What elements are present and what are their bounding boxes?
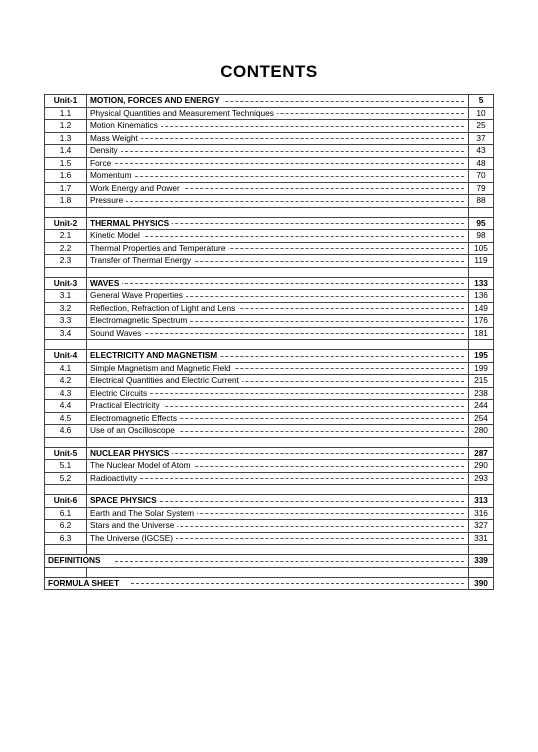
topic-row (45, 132, 494, 145)
topic-row (45, 255, 494, 268)
topic-row (45, 327, 494, 340)
topic-title-text: Use of an Oscilloscope (90, 425, 178, 435)
topic-title (87, 242, 469, 255)
unit-label: Unit-1 (45, 95, 87, 108)
extra-title-text: DEFINITIONS (48, 555, 104, 565)
extra-page: 339 (469, 555, 494, 568)
topic-number: 5.2 (45, 472, 87, 485)
topic-page: 254 (469, 412, 494, 425)
topic-title (87, 302, 469, 315)
extra-title-text: FORMULA SHEET (48, 578, 122, 588)
topic-number: 3.3 (45, 315, 87, 328)
topic-title (87, 132, 469, 145)
topic-title-text: Electric Circuits (90, 388, 150, 398)
topic-title (87, 120, 469, 133)
topic-page: 199 (469, 362, 494, 375)
spacer-cell (45, 485, 87, 495)
topic-page: 215 (469, 375, 494, 388)
topic-title (87, 400, 469, 413)
topic-title (87, 362, 469, 375)
topic-title (87, 375, 469, 388)
unit-row (45, 217, 494, 230)
topic-row (45, 532, 494, 545)
topic-title-text: Pressure (90, 195, 126, 205)
unit-label: Unit-3 (45, 277, 87, 290)
topic-row (45, 387, 494, 400)
unit-page: 133 (469, 277, 494, 290)
topic-title-text: Physical Quantities and Measurement Techniques (90, 108, 277, 118)
topic-row (45, 472, 494, 485)
topic-number: 1.7 (45, 182, 87, 195)
topic-page: 244 (469, 400, 494, 413)
topic-row (45, 362, 494, 375)
topic-number: 3.1 (45, 290, 87, 303)
spacer-row (45, 545, 494, 555)
topic-row (45, 157, 494, 170)
unit-title (87, 217, 469, 230)
topic-title-text: Sound Waves (90, 328, 144, 338)
unit-title-text: NUCLEAR PHYSICS (90, 448, 172, 458)
topic-number: 2.3 (45, 255, 87, 268)
topic-title-text: Earth and The Solar System (90, 508, 197, 518)
topic-title-text: Work Energy and Power (90, 183, 183, 193)
topic-page: 181 (469, 327, 494, 340)
topic-page: 136 (469, 290, 494, 303)
topic-title-text: Transfer of Thermal Energy (90, 255, 194, 265)
spacer-row (45, 437, 494, 447)
unit-title-text: ELECTRICITY AND MAGNETISM (90, 350, 220, 360)
topic-number: 1.5 (45, 157, 87, 170)
topic-page: 149 (469, 302, 494, 315)
topic-row (45, 145, 494, 158)
topic-title (87, 315, 469, 328)
spacer-row (45, 267, 494, 277)
topic-number: 1.8 (45, 195, 87, 208)
topic-number: 1.6 (45, 170, 87, 183)
topic-page: 280 (469, 425, 494, 438)
topic-title-text: Simple Magnetism and Magnetic Field (90, 363, 234, 373)
topic-row (45, 170, 494, 183)
topic-number: 4.4 (45, 400, 87, 413)
spacer-row (45, 567, 494, 577)
topic-number: 1.4 (45, 145, 87, 158)
unit-row (45, 350, 494, 363)
spacer-cell (87, 207, 469, 217)
spacer-cell (87, 545, 469, 555)
extra-page: 390 (469, 577, 494, 590)
unit-title-text: WAVES (90, 278, 122, 288)
topic-title-text: The Nuclear Model of Atom (90, 460, 194, 470)
topic-row (45, 507, 494, 520)
topic-number: 4.3 (45, 387, 87, 400)
spacer-cell (469, 545, 494, 555)
topic-row (45, 107, 494, 120)
topic-number: 4.1 (45, 362, 87, 375)
topic-title (87, 157, 469, 170)
topic-number: 1.1 (45, 107, 87, 120)
unit-page: 195 (469, 350, 494, 363)
topic-number: 1.3 (45, 132, 87, 145)
unit-title (87, 350, 469, 363)
topic-page: 48 (469, 157, 494, 170)
topic-title-text: Practical Electricity (90, 400, 163, 410)
topic-title (87, 107, 469, 120)
topic-title (87, 412, 469, 425)
topic-number: 2.2 (45, 242, 87, 255)
topic-row (45, 315, 494, 328)
topic-page: 290 (469, 460, 494, 473)
topic-row (45, 242, 494, 255)
spacer-cell (45, 437, 87, 447)
unit-title-text: SPACE PHYSICS (90, 495, 160, 505)
topic-title (87, 290, 469, 303)
unit-label: Unit-5 (45, 447, 87, 460)
topic-page: 79 (469, 182, 494, 195)
topic-page: 176 (469, 315, 494, 328)
topic-row (45, 230, 494, 243)
extra-title (45, 555, 469, 568)
topic-title (87, 387, 469, 400)
topic-title-text: Mass Weight (90, 133, 141, 143)
topic-title (87, 460, 469, 473)
extra-row (45, 577, 494, 590)
topic-title-text: Stars and the Universe (90, 520, 177, 530)
topic-page: 331 (469, 532, 494, 545)
topic-page: 70 (469, 170, 494, 183)
topic-title (87, 425, 469, 438)
topic-title-text: Electromagnetic Effects (90, 413, 180, 423)
topic-page: 37 (469, 132, 494, 145)
topic-page: 293 (469, 472, 494, 485)
contents-body (45, 95, 494, 590)
spacer-cell (87, 267, 469, 277)
topic-title (87, 195, 469, 208)
topic-title (87, 170, 469, 183)
spacer-cell (45, 567, 87, 577)
spacer-cell (469, 567, 494, 577)
unit-page: 95 (469, 217, 494, 230)
topic-number: 6.3 (45, 532, 87, 545)
page-title: CONTENTS (220, 62, 318, 81)
topic-title (87, 145, 469, 158)
contents-table (44, 94, 494, 590)
unit-label: Unit-2 (45, 217, 87, 230)
unit-row (45, 277, 494, 290)
topic-row (45, 425, 494, 438)
topic-page: 43 (469, 145, 494, 158)
topic-title (87, 327, 469, 340)
spacer-cell (469, 437, 494, 447)
spacer-cell (45, 267, 87, 277)
unit-title (87, 277, 469, 290)
unit-page: 287 (469, 447, 494, 460)
topic-title (87, 532, 469, 545)
unit-row (45, 95, 494, 108)
spacer-cell (469, 485, 494, 495)
topic-page: 25 (469, 120, 494, 133)
topic-row (45, 375, 494, 388)
topic-number: 1.2 (45, 120, 87, 133)
topic-page: 316 (469, 507, 494, 520)
topic-page: 119 (469, 255, 494, 268)
topic-page: 88 (469, 195, 494, 208)
topic-number: 4.5 (45, 412, 87, 425)
spacer-cell (87, 340, 469, 350)
spacer-cell (45, 545, 87, 555)
spacer-cell (469, 207, 494, 217)
unit-title (87, 447, 469, 460)
extra-row (45, 555, 494, 568)
topic-number: 6.1 (45, 507, 87, 520)
topic-title (87, 255, 469, 268)
topic-title-text: The Universe (IGCSE) (90, 533, 176, 543)
topic-number: 4.6 (45, 425, 87, 438)
topic-number: 6.2 (45, 520, 87, 533)
unit-title-text: THERMAL PHYSICS (90, 218, 172, 228)
topic-title (87, 472, 469, 485)
spacer-row (45, 340, 494, 350)
topic-title (87, 520, 469, 533)
topic-row (45, 302, 494, 315)
spacer-cell (87, 485, 469, 495)
unit-label: Unit-4 (45, 350, 87, 363)
topic-title (87, 182, 469, 195)
topic-title-text: Thermal Properties and Temperature (90, 243, 228, 253)
topic-title (87, 507, 469, 520)
spacer-cell (87, 567, 469, 577)
unit-title (87, 95, 469, 108)
topic-number: 5.1 (45, 460, 87, 473)
spacer-cell (87, 437, 469, 447)
spacer-row (45, 207, 494, 217)
topic-title-text: Electromagnetic Spectrum (90, 315, 190, 325)
topic-title-text: Reflection, Refraction of Light and Lens (90, 303, 238, 313)
topic-title-text: Motion Kinematics (90, 120, 161, 130)
topic-page: 10 (469, 107, 494, 120)
topic-title-text: Kinetic Model (90, 230, 143, 240)
topic-title (87, 230, 469, 243)
topic-number: 2.1 (45, 230, 87, 243)
topic-row (45, 460, 494, 473)
topic-row (45, 120, 494, 133)
topic-row (45, 182, 494, 195)
spacer-cell (469, 340, 494, 350)
topic-title-text: General Wave Properties (90, 290, 186, 300)
topic-title-text: Electrical Quantities and Electric Current (90, 375, 242, 385)
topic-row (45, 520, 494, 533)
spacer-cell (45, 340, 87, 350)
spacer-cell (45, 207, 87, 217)
topic-row (45, 195, 494, 208)
unit-page: 5 (469, 95, 494, 108)
topic-title-text: Momentum (90, 170, 135, 180)
topic-page: 98 (469, 230, 494, 243)
unit-row (45, 447, 494, 460)
spacer-cell (469, 267, 494, 277)
unit-label: Unit-6 (45, 495, 87, 508)
topic-page: 238 (469, 387, 494, 400)
unit-row (45, 495, 494, 508)
topic-row (45, 412, 494, 425)
topic-number: 3.4 (45, 327, 87, 340)
topic-title-text: Force (90, 158, 114, 168)
topic-page: 105 (469, 242, 494, 255)
spacer-row (45, 485, 494, 495)
topic-row (45, 290, 494, 303)
unit-title-text: MOTION, FORCES AND ENERGY (90, 95, 223, 105)
topic-title-text: Radioactivity (90, 473, 140, 483)
unit-title (87, 495, 469, 508)
unit-page: 313 (469, 495, 494, 508)
topic-number: 4.2 (45, 375, 87, 388)
topic-title-text: Density (90, 145, 121, 155)
extra-title (45, 577, 469, 590)
topic-page: 327 (469, 520, 494, 533)
topic-row (45, 400, 494, 413)
topic-number: 3.2 (45, 302, 87, 315)
